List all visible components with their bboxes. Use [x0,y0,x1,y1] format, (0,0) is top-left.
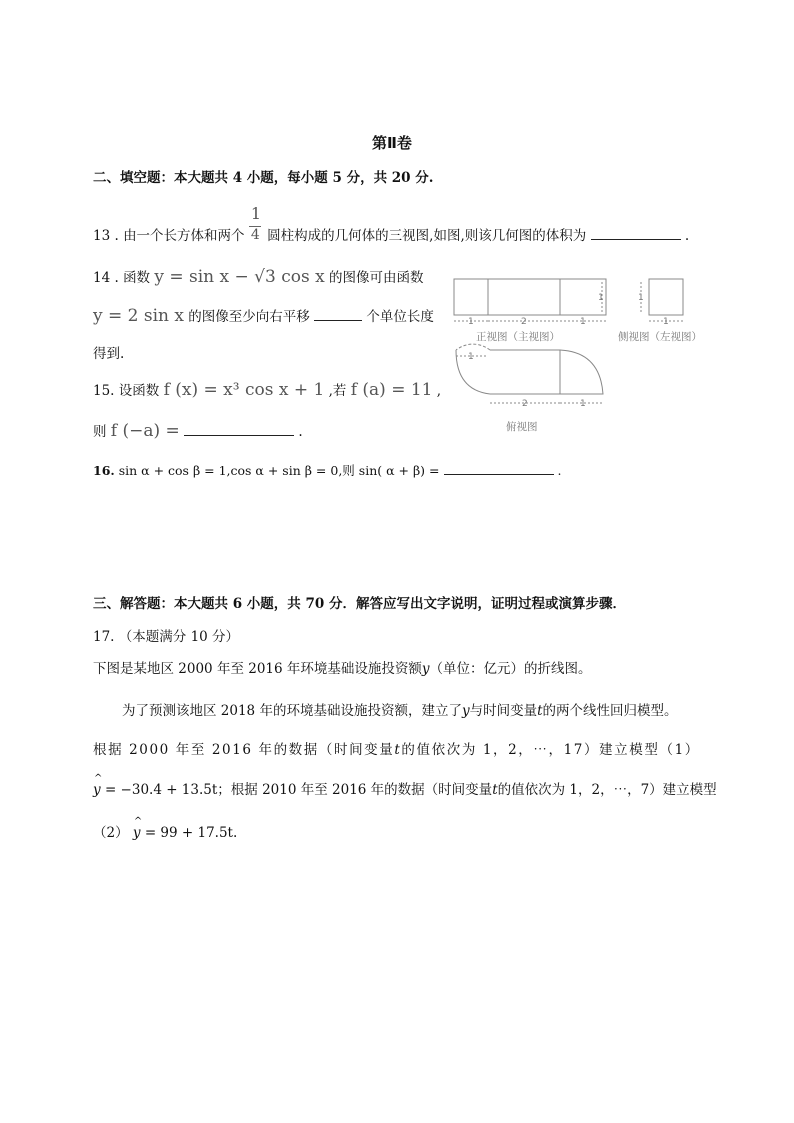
q17-t-var-3: t [492,782,498,798]
front-view-outline [454,279,606,315]
q13-frac-denominator: 4 [250,226,260,243]
question-17-header [93,625,239,645]
q15-target: f (−a) = [110,421,180,441]
q17-line3-end: 的值依次为 1，2，⋯，17）建立模型（1） [401,742,700,758]
dim-front-1: 1 [468,317,474,327]
q17-model-1: = −30.4 + 13.5t [104,782,218,798]
q14-line3: 得到. [93,346,125,362]
q17-line5 [93,821,237,841]
q13-text-pre: 由一个长方体和两个 [123,228,245,244]
question-15-line2 [93,420,303,441]
q17-end: . [233,825,238,841]
section-title: 第Ⅱ卷 [372,134,412,152]
q13-answer-blank[interactable] [591,226,681,240]
q15-function: f (x) = x³ cos x + 1 [163,380,325,400]
q14-number: 14 . [93,270,119,286]
q14-unit: 个单位长度 [366,309,434,325]
q15-end: . [298,424,303,440]
top-view-right-arc [560,350,603,394]
question-14-line1 [93,266,424,287]
q14-text-mid: 的图像可由函数 [329,270,424,286]
q14-text-pre: 函数 [123,270,151,286]
question-15-line1 [93,379,441,400]
q17-line1-text: 下图是某地区 2000 年至 2016 年环境基础设施投资额 [93,661,422,677]
q17-line4 [93,778,717,798]
q13-text-post: 圆柱构成的几何体的三视图,如图,则该几何图的体积为 [267,228,587,244]
q14-text-line2: 的图像至少向右平移 [188,309,310,325]
q15-condition: f (a) = 11 [350,380,433,400]
q17-line2-mid: 与时间变量 [469,703,538,719]
q15-then: 则 [93,424,107,440]
question-14-line2 [93,305,434,326]
dim-top-2: 2 [522,399,528,409]
dim-top-1: 1 [468,352,474,362]
solve-heading: 三、解答题：本大题共 6 小题，共 70 分．解答应写出文字说明，证明过程或演算步骤． [93,596,626,612]
q17-line3-text: 根据 2000 年至 2016 年的数据（时间变量 [93,742,395,758]
top-view-label: 俯视图 [506,421,538,433]
q17-t-var-2: t [394,742,402,758]
q17-number: 17. [93,629,115,645]
q14-function-1: y = sin x − √3 cos x [154,267,325,287]
q16-number: 16. [93,463,115,478]
top-view-dashed-edge [456,344,490,350]
q17-y-var-2: y [461,703,470,719]
q17-t-var: t [537,703,543,719]
dim-side-width: 1 [663,317,669,327]
q15-text-pre: 设函数 [118,383,160,399]
q13-number: 13 . [93,228,119,244]
question-16 [93,461,561,479]
q17-yhat-2: ^ y [133,825,141,841]
dim-front-3: 1 [580,317,586,327]
q15-comma: , [436,383,442,399]
q16-end: . [557,463,562,478]
dim-side-height: 1 [638,293,644,303]
q16-text: sin α + cos β = 1,cos α + sin β = 0,则 sin( α + β) = [118,463,440,478]
q14-function-2: y = 2 sin x [93,306,184,326]
fill-in-heading: 二、填空题：本大题共 4 小题，每小题 5 分，共 20 分. [93,170,434,186]
q17-yhat-1: ^ y [93,782,101,798]
q13-frac-numerator: 1 [250,203,262,223]
q13-fraction [249,203,263,244]
side-view-label: 侧视图（左视图） [618,331,702,343]
three-view-figure [448,272,718,437]
q17-line3 [93,738,700,758]
top-view-body [490,350,560,394]
dim-top-3: 1 [580,399,586,409]
q17-y-var: y [421,661,430,677]
q16-answer-blank[interactable] [444,461,554,475]
q17-line4-end: 的值依次为 1，2，⋯，7）建立模型 [497,782,717,798]
q17-line2-text: 为了预测该地区 2018 年的环境基础设施投资额，建立了 [122,703,462,719]
q17-line1-end: （单位：亿元）的折线图。 [429,661,592,677]
dim-front-2: 2 [521,317,527,327]
question-13 [93,203,690,244]
q17-model-2: = 99 + 17.5t [144,825,233,841]
q17-line2-end: 的两个线性回归模型。 [542,703,678,719]
front-view-label: 正视图（主视图） [476,331,560,343]
dim-front-height: 1 [598,293,604,303]
q17-line1 [93,657,592,677]
q15-if: ,若 [328,383,347,399]
q15-answer-blank[interactable] [184,422,294,436]
q17-line2 [122,699,678,719]
side-view-outline [649,279,683,315]
q17-model-2-label: （2） [93,825,129,841]
q17-score: （本题满分 10 分） [118,629,240,645]
q14-answer-blank[interactable] [314,307,362,321]
q17-line4-text: ；根据 2010 年至 2016 年的数据（时间变量 [217,782,493,798]
q13-end: . [684,228,690,244]
q15-number: 15. [93,383,115,399]
